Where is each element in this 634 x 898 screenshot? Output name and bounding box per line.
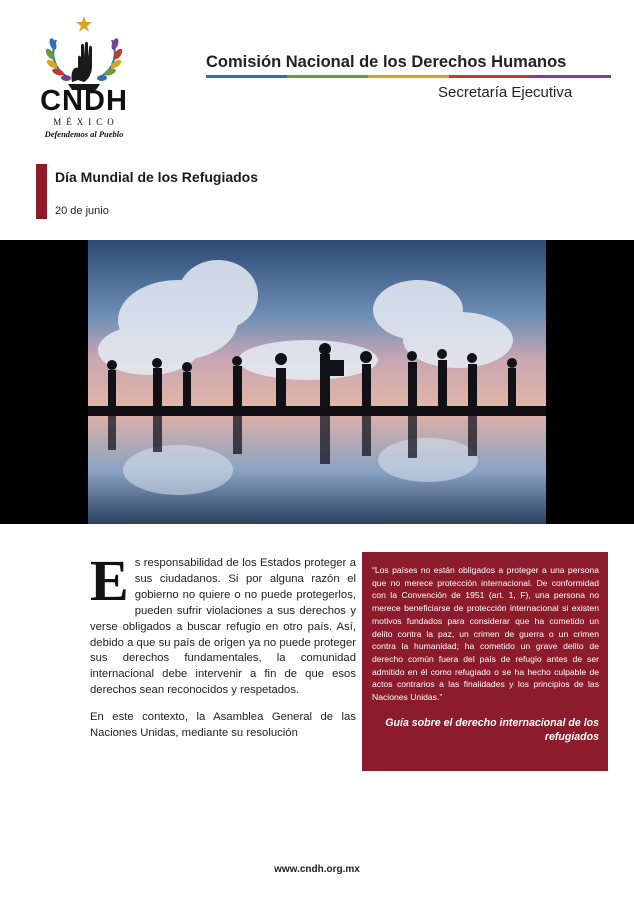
laurel-left-icon (44, 37, 71, 81)
paragraph-1-text: s responsabilidad de los Estados proteger a sus ciudadanos. Si por alguna razón el gobierno no quiere o no puede protegerlos, pueden sufrir violaciones a sus derechos y verse obligados a buscar refugio en otro país. Así, debido a que su país de origen ya no puede proteger sus derechos fundamentales, la comunidad internacional debe intervenir a fin de que esos derechos sean reconocidos y respetados. (90, 557, 356, 697)
divider-purple (530, 75, 611, 78)
divider-red (449, 75, 530, 78)
raised-hand-icon (68, 42, 100, 90)
footer-url[interactable]: www.cndh.org.mx (274, 864, 360, 875)
drop-cap: E (90, 548, 129, 613)
department-name: Secretaría Ejecutiva (438, 84, 573, 101)
divider-green (287, 75, 368, 78)
logo-wordmark (28, 86, 140, 140)
quote-source: Guía sobre el derecho internacional de los refugiados (385, 716, 599, 743)
divider-blue (206, 75, 287, 78)
quote-box (362, 552, 608, 771)
body-paragraph-2: En este contexto, la Asamblea General de las Naciones Unidas, mediante su resolución (90, 711, 356, 740)
document-date: 20 de junio (55, 205, 109, 217)
body-text (90, 548, 356, 753)
organization-name: Comisión Nacional de los Derechos Humanos (206, 53, 567, 71)
quote-text: “Los países no están obligados a proteger a una persona que no merece protección internacional. De conformidad con la Convención de 1951 (art. 1, F), una persona no merece beneficiarse de protección internacional si existen motivos fundados para considerar que ha cometido un delito contra la paz, un crimen de guerra o un crimen contra la humanidad; ha cometido un grave delito de derecho común fuera del país de refugio antes de ser admitido en él como refugiado o se ha hecho culpable de actos contrarios a las finalidades y los principios de las Naciones Unidas.” (372, 565, 599, 703)
body-paragraph-1 (90, 548, 356, 699)
star-icon (76, 16, 92, 32)
logo-country: MÉXICO (53, 117, 119, 127)
divider-yellow (368, 75, 449, 78)
refugees-silhouette-photo (88, 240, 546, 524)
logo-motto: Defendemos al Pueblo (44, 129, 124, 139)
logo-acronym: CNDH (40, 85, 128, 117)
title-accent-bar (36, 164, 47, 219)
header-color-divider (206, 75, 611, 78)
document-title: Día Mundial de los Refugiados (55, 169, 259, 185)
laurel-right-icon (97, 37, 124, 81)
